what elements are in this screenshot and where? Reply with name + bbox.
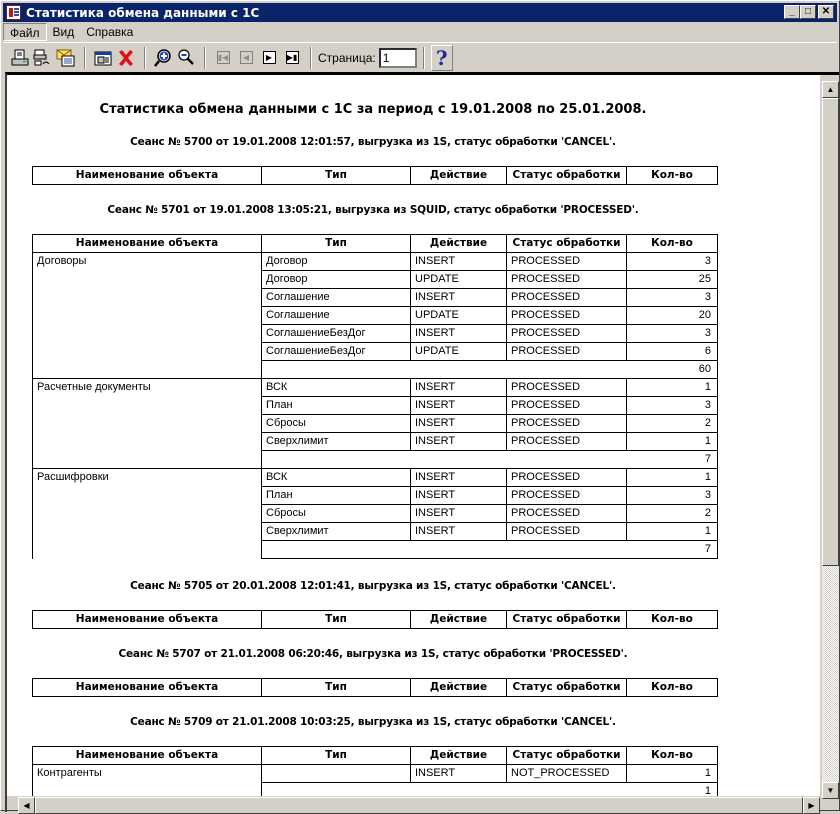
count-cell: 1 [627,433,718,451]
status-cell: PROCESSED [507,397,627,415]
column-header: Статус обработки [507,747,627,765]
column-header: Действие [411,679,507,697]
column-header: Тип [262,747,411,765]
column-header: Тип [262,167,411,185]
count-cell: 3 [627,325,718,343]
page-setup-button[interactable] [92,47,114,69]
group-total: 7 [627,451,718,469]
action-cell: UPDATE [411,307,507,325]
status-cell: PROCESSED [507,487,627,505]
status-cell: PROCESSED [507,505,627,523]
session-table [32,610,718,629]
action-cell: INSERT [411,397,507,415]
session-table [32,746,718,796]
action-cell: INSERT [411,325,507,343]
minimize-button[interactable] [784,5,800,19]
zoom-in-button[interactable] [152,47,174,69]
type-cell: ВСК [262,469,411,487]
column-header: Действие [411,747,507,765]
type-cell: Сбросы [262,505,411,523]
zoom-out-icon [176,48,196,68]
prev-page-icon: ◀ [240,51,253,64]
action-cell: INSERT [411,415,507,433]
type-cell: Сбросы [262,415,411,433]
menu-view[interactable]: Вид [52,25,75,39]
email-button[interactable] [55,47,77,69]
column-header: Наименование объекта [33,747,262,765]
type-cell: Сверхлимит [262,433,411,451]
print-setup-icon [33,49,53,67]
app-icon [6,5,21,20]
column-header: Наименование объекта [33,167,262,185]
vertical-scroll-thumb[interactable] [822,98,839,566]
page-number-input[interactable] [379,48,417,68]
column-header: Действие [411,611,507,629]
action-cell: INSERT [411,253,507,271]
table-header-row [33,611,718,629]
type-cell: СоглашениеБезДог [262,343,411,361]
report-viewport [5,72,839,812]
toolbar-separator [310,47,312,69]
menu-bar [3,23,837,41]
session-table [32,234,718,559]
spacer-cell [411,541,507,559]
status-cell: PROCESSED [507,469,627,487]
help-button[interactable] [431,45,453,71]
action-cell: UPDATE [411,271,507,289]
status-cell: PROCESSED [507,325,627,343]
spacer-cell [411,361,507,379]
column-header: Тип [262,679,411,697]
table-header-row [33,747,718,765]
arrow-down-icon: ▼ [826,786,835,795]
report-document [7,75,820,796]
maximize-icon: □ [804,6,812,17]
last-page-button[interactable] [281,47,303,69]
table-row [33,469,718,487]
type-cell: Договор [262,253,411,271]
status-cell: PROCESSED [507,289,627,307]
count-cell: 2 [627,415,718,433]
group-name: Договоры [33,253,262,379]
session-heading: Сеанс № 5707 от 21.01.2008 06:20:46, выгрузка из 1S, статус обработки 'PROCESSED'. [118,648,628,660]
table-header-row [33,167,718,185]
maximize-button[interactable] [800,5,816,19]
column-header: Кол-во [627,679,718,697]
spacer-cell [411,451,507,469]
column-header: Кол-во [627,167,718,185]
toolbar-separator [423,47,425,69]
column-header: Тип [262,235,411,253]
prev-page-button[interactable] [235,47,257,69]
close-button[interactable] [818,5,834,19]
group-total: 60 [627,361,718,379]
spacer-cell [262,361,411,379]
printer-icon [11,49,29,67]
table-header-row [33,679,718,697]
toolbar-separator [204,47,206,69]
action-cell: INSERT [411,289,507,307]
column-header: Действие [411,167,507,185]
action-cell: INSERT [411,765,507,783]
close-report-button[interactable] [115,47,137,69]
spacer-cell [262,451,411,469]
status-cell: PROCESSED [507,379,627,397]
type-cell: План [262,397,411,415]
table-row [33,253,718,271]
group-total: 1 [627,783,718,797]
mail-icon [56,49,76,67]
type-cell: Соглашение [262,307,411,325]
report-title: Статистика обмена данными с 1С за период с 19.01.2008 по 25.01.2008. [99,102,647,117]
column-header: Наименование объекта [33,611,262,629]
column-header: Тип [262,611,411,629]
first-page-icon: ▮◀ [217,53,229,62]
group-name: Расчетные документы [33,379,262,469]
page-label: Страница: [318,50,376,65]
status-cell: PROCESSED [507,307,627,325]
window-icon [94,50,112,66]
column-header: Статус обработки [507,167,627,185]
horizontal-scrollbar[interactable] [18,797,820,814]
type-cell: Договор [262,271,411,289]
count-cell: 3 [627,253,718,271]
spacer-cell [507,361,627,379]
column-header: Кол-во [627,611,718,629]
scroll-right-button[interactable] [803,797,820,814]
column-header: Статус обработки [507,679,627,697]
count-cell: 1 [627,523,718,541]
count-cell: 6 [627,343,718,361]
session-heading: Сеанс № 5701 от 19.01.2008 13:05:21, выгрузка из SQUID, статус обработки 'PROCESSED'. [107,204,639,216]
count-cell: 20 [627,307,718,325]
count-cell: 25 [627,271,718,289]
spacer-cell [262,783,411,797]
print-setup-button[interactable] [32,47,54,69]
type-cell: ВСК [262,379,411,397]
action-cell: UPDATE [411,343,507,361]
session-heading: Сеанс № 5709 от 21.01.2008 10:03:25, выгрузка из 1S, статус обработки 'CANCEL'. [130,716,616,728]
type-cell: Соглашение [262,289,411,307]
red-x-icon [117,49,135,67]
scroll-left-button[interactable] [18,797,35,814]
count-cell: 1 [627,379,718,397]
minimize-icon: _ [789,6,795,17]
arrow-left-icon: ◀ [23,801,30,810]
action-cell: INSERT [411,469,507,487]
scroll-up-button[interactable] [822,81,839,98]
column-header: Наименование объекта [33,679,262,697]
column-header: Действие [411,235,507,253]
column-header: Статус обработки [507,235,627,253]
scroll-down-button[interactable] [822,782,839,799]
vertical-scrollbar[interactable] [822,81,839,799]
group-total: 7 [627,541,718,559]
print-button[interactable] [9,47,31,69]
zoom-out-button[interactable] [175,47,197,69]
action-cell: INSERT [411,487,507,505]
spacer-cell [507,451,627,469]
toolbar [3,42,837,72]
status-cell: PROCESSED [507,523,627,541]
count-cell: 3 [627,487,718,505]
action-cell: INSERT [411,379,507,397]
window-title: Статистика обмена данными с 1С [26,5,260,20]
type-cell: План [262,487,411,505]
first-page-button[interactable] [212,47,234,69]
column-header: Кол-во [627,235,718,253]
count-cell: 1 [627,469,718,487]
title-bar [3,3,837,22]
table-row [33,765,718,783]
help-icon: ? [435,45,448,70]
column-header: Наименование объекта [33,235,262,253]
session-heading: Сеанс № 5700 от 19.01.2008 12:01:57, выгрузка из 1S, статус обработки 'CANCEL'. [130,136,616,148]
last-page-icon: ▶▮ [286,53,298,62]
group-name: Расшифровки [33,469,262,559]
type-cell: Сверхлимит [262,523,411,541]
arrow-right-icon: ▶ [808,801,815,810]
column-header: Статус обработки [507,611,627,629]
type-cell [262,765,411,783]
zoom-in-icon [153,48,173,68]
status-cell: PROCESSED [507,271,627,289]
table-row [33,379,718,397]
close-icon: ✕ [821,6,831,17]
session-table [32,166,718,185]
action-cell: INSERT [411,523,507,541]
session-heading: Сеанс № 5705 от 20.01.2008 12:01:41, выгрузка из 1S, статус обработки 'CANCEL'. [130,580,616,592]
toolbar-separator [84,47,86,69]
menu-file[interactable]: Файл [3,23,47,41]
menu-help[interactable]: Справка [86,25,134,39]
status-cell: PROCESSED [507,253,627,271]
status-cell: PROCESSED [507,343,627,361]
count-cell: 2 [627,505,718,523]
spacer-cell [411,783,507,797]
type-cell: СоглашениеБезДог [262,325,411,343]
arrow-up-icon: ▲ [826,85,835,94]
status-cell: PROCESSED [507,415,627,433]
count-cell: 3 [627,397,718,415]
next-page-icon: ▶ [263,51,276,64]
count-cell: 1 [627,765,718,783]
column-header: Кол-во [627,747,718,765]
action-cell: INSERT [411,505,507,523]
action-cell: INSERT [411,433,507,451]
next-page-button[interactable] [258,47,280,69]
spacer-cell [262,541,411,559]
count-cell: 3 [627,289,718,307]
table-header-row [33,235,718,253]
status-cell: PROCESSED [507,433,627,451]
toolbar-separator [144,47,146,69]
horizontal-scroll-thumb[interactable] [35,797,803,814]
group-name: Контрагенты [33,765,262,797]
status-cell: NOT_PROCESSED [507,765,627,783]
spacer-cell [507,541,627,559]
spacer-cell [507,783,627,797]
session-table [32,678,718,697]
